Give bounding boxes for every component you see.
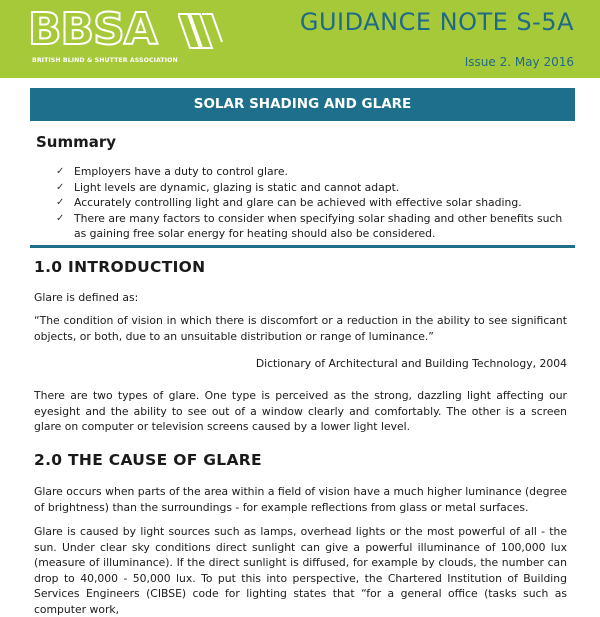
section-divider [30,245,575,248]
checkmark-icon: ✓ [56,197,65,208]
glare-types-paragraph: There are two types of glare. One type is perceived as the strong, dazzling light affecting our eyesight and the ability to see out of a window clearly and comfortably. The other is a screen glare on computer or television screens caused by a lower light level. [34,389,567,433]
logo-subtitle: BRITISH BLIND & SHUTTER ASSOCIATION [32,57,178,64]
cause-paragraph-1: Glare occurs when parts of the area within a field of vision have a much higher luminance (degree of brightness) than the surroundings - for example reflections from glass or metal surfaces. [34,485,567,514]
list-item: ✓ Accurately controlling light and glare can be achieved with effective solar shading. [56,196,522,209]
bbsa-logo [28,4,218,68]
section-heading-introduction: 1.0 INTRODUCTION [34,258,206,276]
list-item: ✓ Employers have a duty to control glare. [56,165,288,178]
summary-list [56,164,576,242]
section-heading-cause: 2.0 THE CAUSE OF GLARE [34,451,262,469]
checkmark-icon: ✓ [56,212,65,224]
document-title: SOLAR SHADING AND GLARE [193,96,412,112]
definition-quote: “The condition of vision in which there is discomfort or a reduction in the ability to see significant objects, or both, due to an unsuitable distribution or range of luminance.” [34,314,567,343]
checkmark-icon: ✓ [56,181,65,193]
logo-wordmark: BBSA [28,4,157,55]
cause-paragraph-2: Glare is caused by light sources such as lamps, overhead lights or the most powerful of all - the sun. Under clear sky conditions direct sunlight can give a powerful illuminance of 100,000 lux (measure of illuminance). If the direct sunlight is diffused, for example by clouds, the number can drop to 40,000 - 50,000 lux. To put this into perspective, the Chartered Institution of Building Services Engineers (CIBSE) code for lighting states that “for a general office (tasks such as computer work, [34,525,567,616]
header-band [0,0,600,78]
guidance-note-title: GUIDANCE NOTE S-5A [299,8,574,36]
logo-stripes-icon [178,12,224,50]
title-banner [30,88,575,121]
intro-paragraph: Glare is defined as: [34,291,139,304]
list-item: ✓ Light levels are dynamic, glazing is static and cannot adapt. [56,180,400,194]
issue-date: Issue 2. May 2016 [464,55,574,69]
summary-heading: Summary [36,133,117,151]
list-item: ✓ There are many factors to consider when specifying solar shading and other benefits such as gaining free solar energy for heating should also be considered. [56,211,563,240]
checkmark-icon: ✓ [56,166,65,177]
quote-source: Dictionary of Architectural and Building Technology, 2004 [255,357,567,370]
